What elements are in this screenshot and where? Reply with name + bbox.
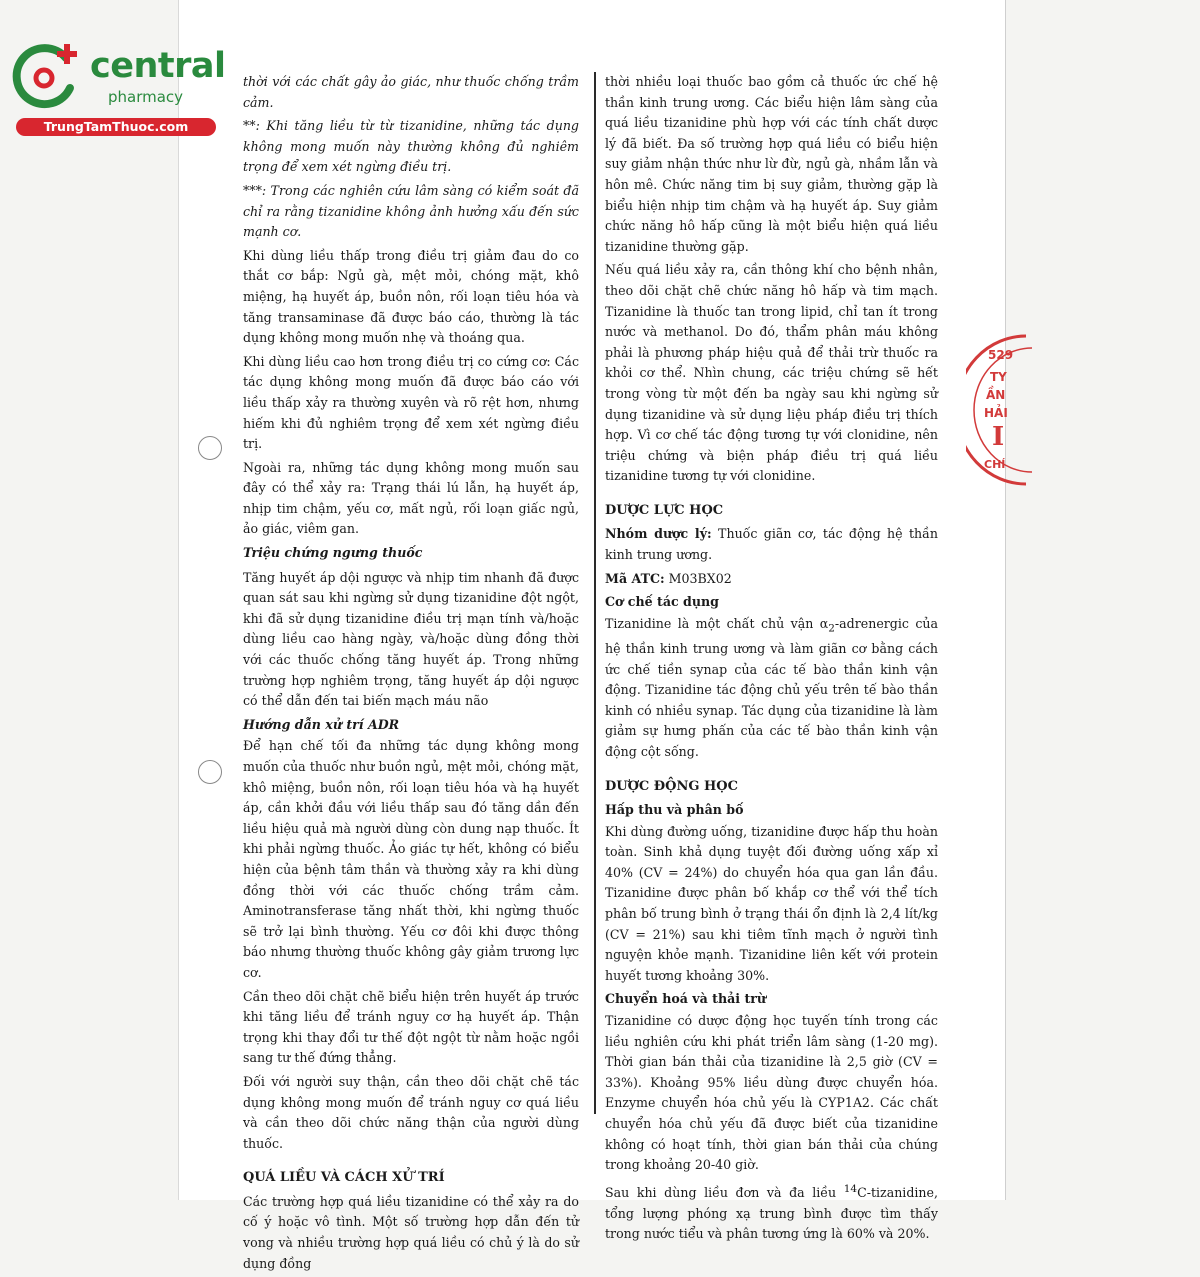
text-run: C-tizanidine, tổng lượng phóng xạ trung bình được tìm thấy trong nước tiểu và phân tương ứng là 60% và 20%.: [605, 1184, 938, 1242]
atc-code: [605, 569, 938, 590]
paragraph: Nếu quá liều xảy ra, cần thông khí cho bệnh nhân, theo dõi chặt chẽ chức năng hô hấp và tim mạch. Tizanidine là thuốc tan trong lipid, chỉ tan ít trong nước và methanol. Do đó, thẩm phân máu không phải là phương pháp hiệu quả để thải trừ thuốc ra khỏi cơ thể. Nhìn chung, các triệu chứng sẽ hết trong vòng từ một đến ba ngày sau khi ngừng sử dụng tizanidine và sử dụng liệu pháp điều trị thích hợp. Vì cơ chế tác động tương tự với clonidine, nên triệu chứng và biện pháp điều trị quá liều tizanidine tương tự với clonidine.: [605, 262, 938, 484]
heading-pharmacodynamics: DƯỢC LỰC HỌC: [605, 502, 724, 518]
text-run: Tizanidine là một chất chủ vận α: [605, 615, 829, 631]
paragraph: Khi dùng liều cao hơn trong điều trị co cứng cơ: Các tác dụng không mong muốn đã được báo cáo với liều thấp xảy ra thường xuyên và rõ rệt hơn, nhưng hiếm khi đủ nghiêm trọng để xem xét ngừng điều trị.: [243, 353, 579, 452]
brand-name: central: [90, 46, 226, 86]
text-run: -adrenergic của hệ thần kinh trung ương và làm giãn cơ bằng cách ức chế tiền synap của các tế bào thần kinh vận động. Tizanidine tác động chủ yếu trên tế bào thần kinh có nhiều synap. Tác dụng của tizanidine là làm giảm sự hưng phấn của các tế bào thần kinh vận động cột sống.: [605, 615, 938, 759]
paragraph: [605, 1179, 938, 1245]
heading-pharmacokinetics: DƯỢC ĐỘNG HỌC: [605, 778, 738, 794]
footnote-3: ***: Trong các nghiên cứu lâm sàng có kiểm soát đã chỉ ra rằng tizanidine không ảnh hưởng xấu đến sức mạnh cơ.: [243, 182, 579, 240]
subscript: 2: [828, 622, 835, 635]
paragraph: Tăng huyết áp dội ngược và nhịp tim nhanh đã được quan sát sau khi ngừng sử dụng tizanidine đột ngột, khi đã sử dụng tizanidine điều trị mạn tính và/hoặc dùng liều cao hàng ngày, và/hoặc dùng đồng thời với các thuốc chống tăng huyết áp. Trong những trường hợp nghiêm trọng, tăng huyết áp dội ngược có thể dẫn đến tai biến mạch máu não: [243, 569, 579, 709]
paragraph: Đối với người suy thận, cần theo dõi chặt chẽ tác dụng không mong muốn để tránh nguy cơ quá liều và cần theo dõi chức năng thận của người dùng thuốc.: [243, 1073, 579, 1151]
stamp-text: 529: [988, 348, 1014, 362]
stamp-text: TY: [990, 370, 1007, 384]
stamp-text: HẢI: [984, 406, 1008, 420]
text-run: Sau khi dùng liều đơn và đa liều: [605, 1184, 844, 1200]
footnote-2: **: Khi tăng liều từ từ tizanidine, những tác dụng không mong muốn này thường không đủ nghiêm trọng để xem xét ngừng điều trị.: [243, 118, 579, 175]
brand-url[interactable]: TrungTamThuoc.com: [16, 118, 216, 136]
heading-metabolism: Chuyển hoá và thải trừ: [605, 991, 767, 1007]
paragraph: Các trường hợp quá liều tizanidine có thể xảy ra do cố ý hoặc vô tình. Một số trường hợp dẫn đến tử vong và nhiều trường hợp quá liều có chủ ý là do sử dụng đồng: [243, 1193, 579, 1271]
group-value: Thuốc giãn cơ, tác động hệ thần kinh trung ương.: [605, 526, 938, 563]
group-label: Nhóm dược lý:: [605, 526, 712, 542]
paragraph: Cần theo dõi chặt chẽ biểu hiện trên huyết áp trước khi tăng liều để tránh nguy cơ hạ huyết áp. Thận trọng khi thay đổi tư thế đột ngột từ nằm hoặc ngồi sang tư thế đứng thẳng.: [243, 988, 579, 1066]
heading-adr: Hướng dẫn xử trí ADR: [243, 716, 400, 732]
stamp-text: I: [992, 422, 1005, 452]
heading-absorption: Hấp thu và phân bố: [605, 802, 744, 818]
heading-overdose: QUÁ LIỀU VÀ CÁCH XỬ TRÍ: [243, 1170, 445, 1186]
punch-hole-top: [198, 436, 222, 460]
heading-mechanism: Cơ chế tác dụng: [605, 594, 719, 610]
punch-hole-bottom: [198, 760, 222, 784]
atc-value: M03BX02: [664, 570, 732, 586]
paragraph: thời với các chất gây ảo giác, như thuốc chống trầm cảm.: [243, 74, 579, 110]
pharmacological-group: [605, 524, 938, 565]
atc-label: Mã ATC:: [605, 570, 665, 586]
paragraph: [605, 614, 938, 763]
paragraph: Tizanidine có dược động học tuyến tính trong các liều nghiên cứu khi phát triển lâm sàng (1-20 mg). Thời gian bán thải của tizanidine là 2,5 giờ (CV = 33%). Khoảng 95% liều dùng được chuyển hóa. Enzyme chuyển hóa chủ yếu là CYP1A2. Các chất chuyển hóa chủ yếu đã được biết của tizanidine không có hoạt tính, thời gian bán thải của chúng trong khoảng 20-40 giờ.: [605, 1013, 938, 1173]
brand-subtitle: pharmacy: [108, 88, 184, 106]
stamp-text: ẦN: [986, 388, 1006, 402]
red-stamp: [966, 330, 1046, 490]
stamp-text: CHÍ: [984, 458, 1006, 471]
right-column: [605, 72, 938, 1248]
logo-mark-icon: [8, 38, 88, 118]
left-column: [243, 72, 579, 1277]
paragraph: Khi dùng liều thấp trong điều trị giảm đau do co thắt cơ bắp: Ngủ gà, mệt mỏi, chóng mặt, khô miệng, hạ huyết áp, buồn nôn, rối loạn tiêu hóa và tăng transaminase đã được báo cáo, thường là tác dụng không mong muốn nhẹ và thoáng qua.: [243, 247, 579, 346]
paragraph: Khi dùng đường uống, tizanidine được hấp thu hoàn toàn. Sinh khả dụng tuyệt đối đường uống xấp xỉ 40% (CV = 24%) do chuyển hóa qua gan lần đầu. Tizanidine được phân bố khắp cơ thể với thể tích phân bố trung bình ở trạng thái ổn định là 2,4 lít/kg (CV = 21%) sau khi tiêm tĩnh mạch ở người tình nguyện khỏe mạnh. Tizanidine liên kết với protein huyết tương khoảng 30%.: [605, 823, 938, 983]
paragraph: Để hạn chế tối đa những tác dụng không mong muốn của thuốc như buồn ngủ, mệt mỏi, chóng mặt, khô miệng, buồn nôn, rối loạn tiêu hóa và hạ huyết áp, cần khởi đầu với liều thấp sau đó tăng dần đến liều hiệu quả mà người dùng còn dung nạp thuốc. Ít khi phải ngừng thuốc. Ảo giác tự hết, không có biểu hiện của bệnh tâm thần và thường xảy ra khi dùng đồng thời với các thuốc chống trầm cảm. Aminotransferase tăng nhất thời, khi ngừng thuốc sẽ trở lại bình thường. Yếu cơ đôi khi được thông báo nhưng thường thuốc không gây giảm trương lực cơ.: [243, 738, 579, 980]
column-divider: [594, 72, 596, 1114]
heading-withdrawal: Triệu chứng ngưng thuốc: [243, 545, 423, 561]
brand-logo[interactable]: [8, 36, 226, 136]
superscript: 14: [843, 1182, 858, 1195]
paragraph: Ngoài ra, những tác dụng không mong muốn sau đây có thể xảy ra: Trạng thái lú lẫn, hạ huyết áp, nhịp tim chậm, yếu cơ, mất ngủ, rối loạn giấc ngủ, ảo giác, viêm gan.: [243, 459, 579, 537]
paragraph: thời nhiều loại thuốc bao gồm cả thuốc ức chế hệ thần kinh trung ương. Các biểu hiện lâm sàng của quá liều tizanidine phù hợp với các tính chất dược lý đã biết. Đa số trường hợp quá liều có biểu hiện suy giảm nhận thức như lừ đừ, ngủ gà, nhầm lẫn và hôn mê. Chức năng tim bị suy giảm, thường gặp là biểu hiện nhịp tim chậm và hạ huyết áp. Suy giảm chức năng hô hấp cũng là một biểu hiện quá liều tizanidine thường gặp.: [605, 74, 938, 254]
